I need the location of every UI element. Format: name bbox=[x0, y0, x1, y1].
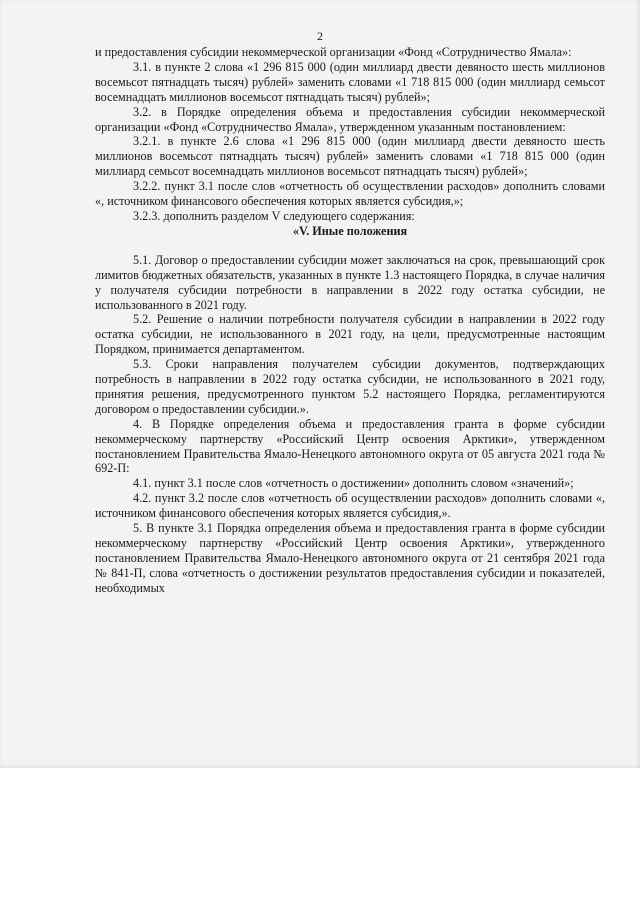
document-body bbox=[95, 45, 605, 596]
paragraph: 3.1. в пункте 2 слова «1 296 815 000 (один миллиард двести девяносто шесть миллионов восемьсот пятнадцать тысяч) рублей» заменить словами «1 718 815 000 (один миллиард семьсот восемнадцать миллионов восемьсот пятнадцать тысяч) рублей»; bbox=[95, 59, 605, 104]
paragraph: 5. В пункте 3.1 Порядка определения объема и предоставления гранта в форме субсидии некоммерческому партнерству «Российский Центр освоения Арктики», утвержденного постановлением Правительства Ямало-Ненецкого автономного округа от 21 сентября 2021 года № 841-П, слова «отчетность о достижении результатов предоставления субсидии и показателей, необходимых bbox=[95, 521, 605, 595]
paragraph: 3.2.3. дополнить разделом V следующего содержания: bbox=[133, 208, 415, 223]
paragraph: 3.2.1. в пункте 2.6 слова «1 296 815 000 (один миллиард двести девяносто шесть миллионов восемьсот пятнадцать тысяч) рублей» заменить словами «1 718 815 000 (один миллиард семьсот восемнадцать миллионов восемьсот пятнадцать тысяч) рублей»; bbox=[95, 134, 605, 179]
blank-area bbox=[0, 768, 640, 905]
paragraph: 5.2. Решение о наличии потребности получателя субсидии в направлении в 2022 году остатка субсидии, не использованного в 2021 году, на цели, предусмотренные настоящим Порядком, принимается департаментом. bbox=[95, 312, 605, 357]
paragraph: 4.2. пункт 3.2 после слов «отчетность об осуществлении расходов» дополнить словами «, источником финансового обеспечения которых является субсидия,». bbox=[95, 491, 605, 521]
paragraph: 4.1. пункт 3.1 после слов «отчетность о достижении» дополнить словом «значений»; bbox=[133, 476, 574, 491]
paragraph: 5.1. Договор о предоставлении субсидии может заключаться на срок, превышающий срок лимитов бюджетных обязательств, указанных в пункте 1.3 настоящего Порядка, в случае наличия у получателя субсидии потребности в направлении в 2022 году остатка субсидии, не использованного в 2021 году. bbox=[95, 252, 605, 312]
section-heading: «V. Иные положения bbox=[292, 223, 408, 238]
paragraph: 3.2.2. пункт 3.1 после слов «отчетность об осуществлении расходов» дополнить словами «, источником финансового обеспечения которых является субсидия,»; bbox=[95, 179, 605, 209]
paragraph: 4. В Порядке определения объема и предоставления гранта в форме субсидии некоммерческому партнерству «Российский Центр освоения Арктики», утвержденном постановлением Правительства Ямало-Ненецкого автономного округа от 05 августа 2021 года № 692-П: bbox=[95, 416, 605, 476]
paragraph: 3.2. в Порядке определения объема и предоставления субсидии некоммерческой организации «Фонд «Сотрудничество Ямала», утвержденном указанным постановлением: bbox=[95, 104, 605, 134]
paragraph: и предоставления субсидии некоммерческой организации «Фонд «Сотрудничество Ямала»: bbox=[95, 45, 572, 59]
page-number: 2 bbox=[317, 29, 323, 43]
paragraph: 5.3. Сроки направления получателем субсидии документов, подтверждающих потребность в направлении в 2022 году остатка субсидии, не использованного в 2021 году, принятия решения, предусмотренного пунктом 5.2 настоящего Порядка, регламентируются договором о предоставлении субсидии.». bbox=[95, 357, 605, 416]
